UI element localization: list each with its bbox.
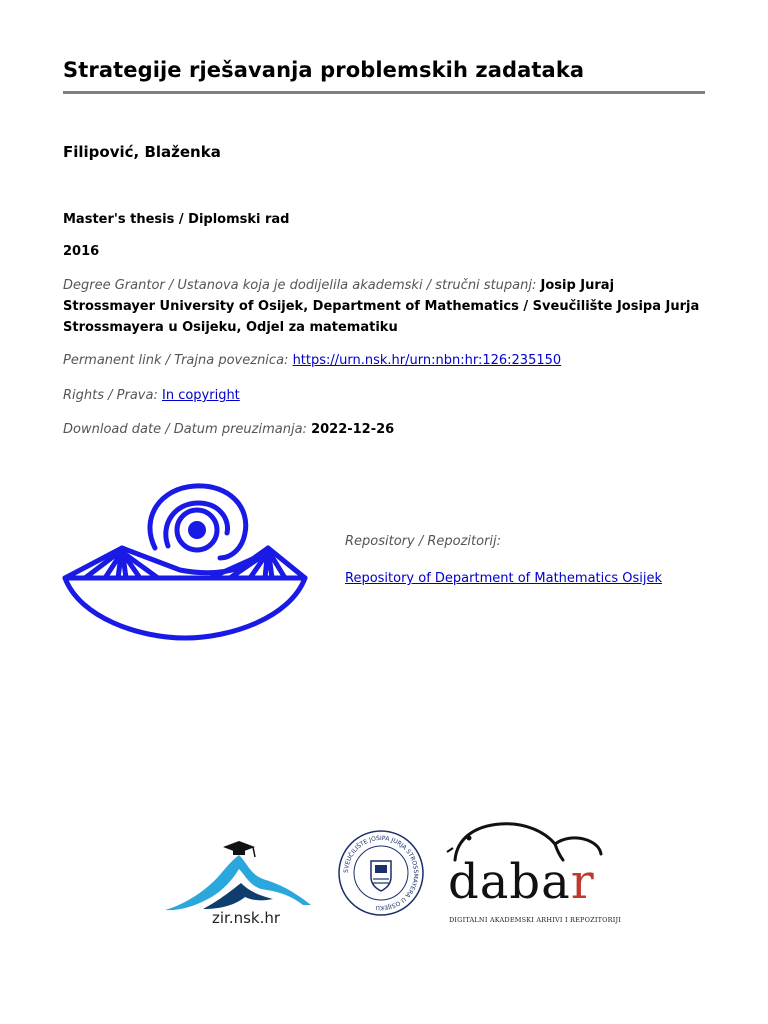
rights-link[interactable]: In copyright	[161, 388, 240, 403]
dabar-wordmark-main: daba	[448, 854, 571, 910]
download-date	[63, 419, 394, 440]
dabar-subtitle: DIGITALNI AKADEMSKI ARHIVI I REPOZITORIJI	[449, 916, 622, 924]
rights	[63, 385, 240, 406]
repository-label: Repository / Repozitorij:	[345, 534, 502, 549]
repository-logo-icon	[60, 478, 310, 643]
degree-grantor-label: Degree Grantor / Ustanova koja je dodijelila akademski / stručni stupanj:	[63, 278, 537, 293]
seal-ring-text: SVEUČILIŠTE JOSIPA JURJA STROSSMAYERA U OSIJEKU	[342, 834, 420, 912]
dabar-wordmark-r: r	[570, 854, 595, 910]
author-name: Filipović, Blaženka	[63, 143, 221, 161]
title-divider	[63, 91, 705, 94]
rights-label: Rights / Prava:	[63, 388, 158, 403]
permanent-link-label: Permanent link / Trajna poveznica:	[63, 353, 289, 368]
repository-link[interactable]: Repository of Department of Mathematics Osijek	[345, 571, 663, 586]
download-date-value: 2022-12-26	[311, 422, 395, 437]
zir-logo-text: zir.nsk.hr	[212, 909, 281, 927]
document-year: 2016	[63, 244, 100, 259]
repository-entry	[345, 571, 662, 586]
document-type: Master's thesis / Diplomski rad	[63, 212, 290, 227]
university-seal-icon	[337, 829, 425, 917]
dabar-wordmark	[448, 854, 595, 910]
permanent-link	[63, 350, 561, 371]
degree-grantor-value: Josip Juraj Strossmayer University of Osijek, Department of Mathematics / Sveučilište Josipa Jurja Strossmayera u Osijeku, Odjel za matematiku	[63, 278, 700, 335]
zir-mountain-logo-icon	[163, 835, 313, 915]
document-title: Strategije rješavanja problemskih zadataka	[63, 58, 585, 82]
degree-grantor	[63, 275, 703, 338]
permanent-link-url[interactable]: https://urn.nsk.hr/urn:nbn:hr:126:235150	[292, 353, 562, 368]
download-date-label: Download date / Datum preuzimanja:	[63, 422, 307, 437]
